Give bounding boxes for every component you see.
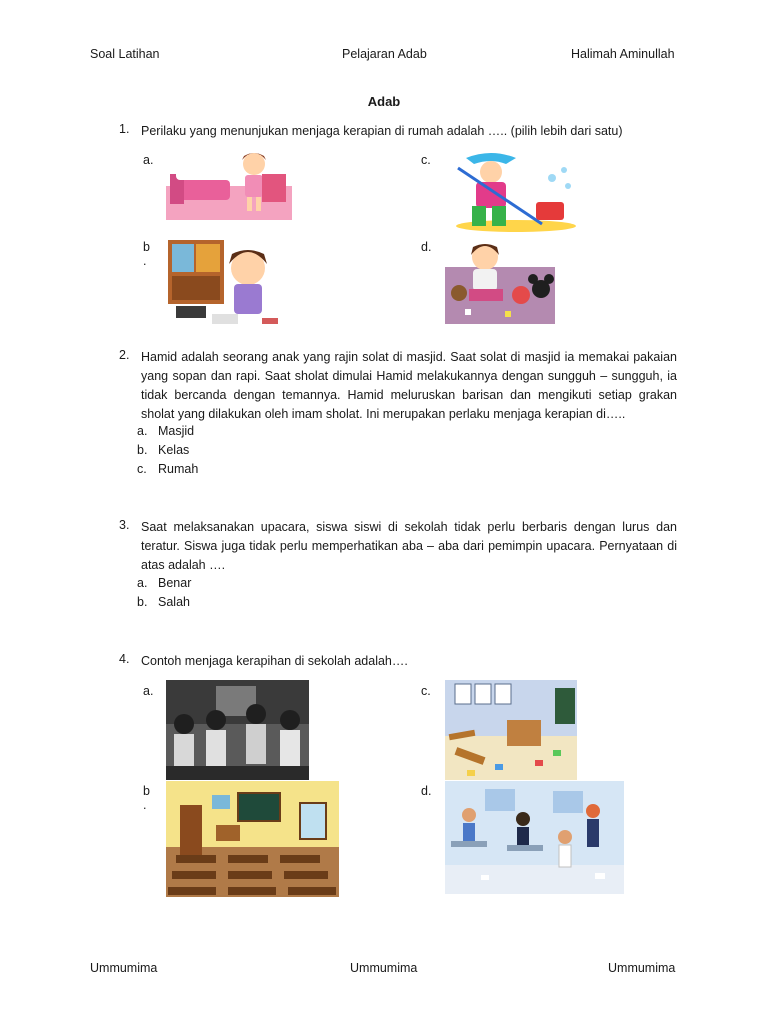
students-classroom-photo[interactable] <box>166 680 309 780</box>
option-label: d. <box>421 240 432 254</box>
option-label: d. <box>421 784 432 798</box>
option-letter: a. <box>137 424 148 438</box>
tidy-classroom-illustration[interactable] <box>166 781 339 897</box>
question-number: 2. <box>119 348 130 362</box>
footer-right: Ummumima <box>608 961 676 975</box>
question-text: Contoh menjaga kerapihan di sekolah adalah…. <box>141 654 408 668</box>
option-label: c. <box>421 153 431 167</box>
header-center: Pelajaran Adab <box>342 47 427 61</box>
option-letter: b. <box>137 443 148 457</box>
messy-classroom-illustration[interactable] <box>445 680 577 780</box>
footer-left: Ummumima <box>90 961 158 975</box>
answer-option <box>137 441 189 460</box>
question-text: Saat melaksanakan upacara, siswa siswi di sekolah tidak perlu berbaris dengan lurus dan teratur. Siswa juga tidak perlu memperhatikan aba – aba dari pemimpin upacara. Pernyataan di atas adalah …. <box>141 520 677 572</box>
question-number: 1. <box>119 122 130 136</box>
answer-option <box>137 422 194 441</box>
students-playing-classroom-illustration[interactable] <box>445 781 624 894</box>
bedroom-tidy-illustration[interactable] <box>166 150 292 220</box>
option-text: Salah <box>158 595 190 609</box>
toys-scattered-illustration[interactable] <box>445 237 555 324</box>
messy-room-illustration[interactable] <box>166 236 290 328</box>
question-number: 3. <box>119 518 130 532</box>
option-text: Rumah <box>158 462 199 476</box>
option-label: b . <box>143 784 150 812</box>
header-right: Halimah Aminullah <box>571 47 675 61</box>
header-left: Soal Latihan <box>90 47 160 61</box>
option-text: Kelas <box>158 443 190 457</box>
answer-option <box>137 574 191 593</box>
option-label: c. <box>421 684 431 698</box>
mopping-floor-illustration[interactable] <box>446 150 584 234</box>
option-label: b . <box>143 240 150 268</box>
question-text: Hamid adalah seorang anak yang rajin solat di masjid. Saat solat di masjid ia memakai pakaian yang sopan dan rapi. Saat sholat dimulai Hamid melakukannya dengan sungguh – sungguh, ia tidak bercanda dengan temannya. Hamid meluruskan barisan dan mengikuti setiap grakan sholat yang dilakukan oleh imam sholat. Ini merupakan perlaku menjaga kerapian di….. <box>141 350 677 421</box>
option-label: a. <box>143 153 154 167</box>
option-letter: b. <box>137 595 148 609</box>
option-letter: c. <box>137 462 147 476</box>
footer-center: Ummumima <box>350 961 418 975</box>
answer-option <box>137 593 190 612</box>
option-text: Masjid <box>158 424 195 438</box>
question-number: 4. <box>119 652 130 666</box>
question-text: Perilaku yang menunjukan menjaga kerapian di rumah adalah ….. (pilih lebih dari satu) <box>141 124 623 138</box>
option-letter: a. <box>137 576 148 590</box>
page-title: Adab <box>367 94 401 109</box>
answer-option <box>137 460 198 479</box>
option-text: Benar <box>158 576 192 590</box>
option-label: a. <box>143 684 154 698</box>
